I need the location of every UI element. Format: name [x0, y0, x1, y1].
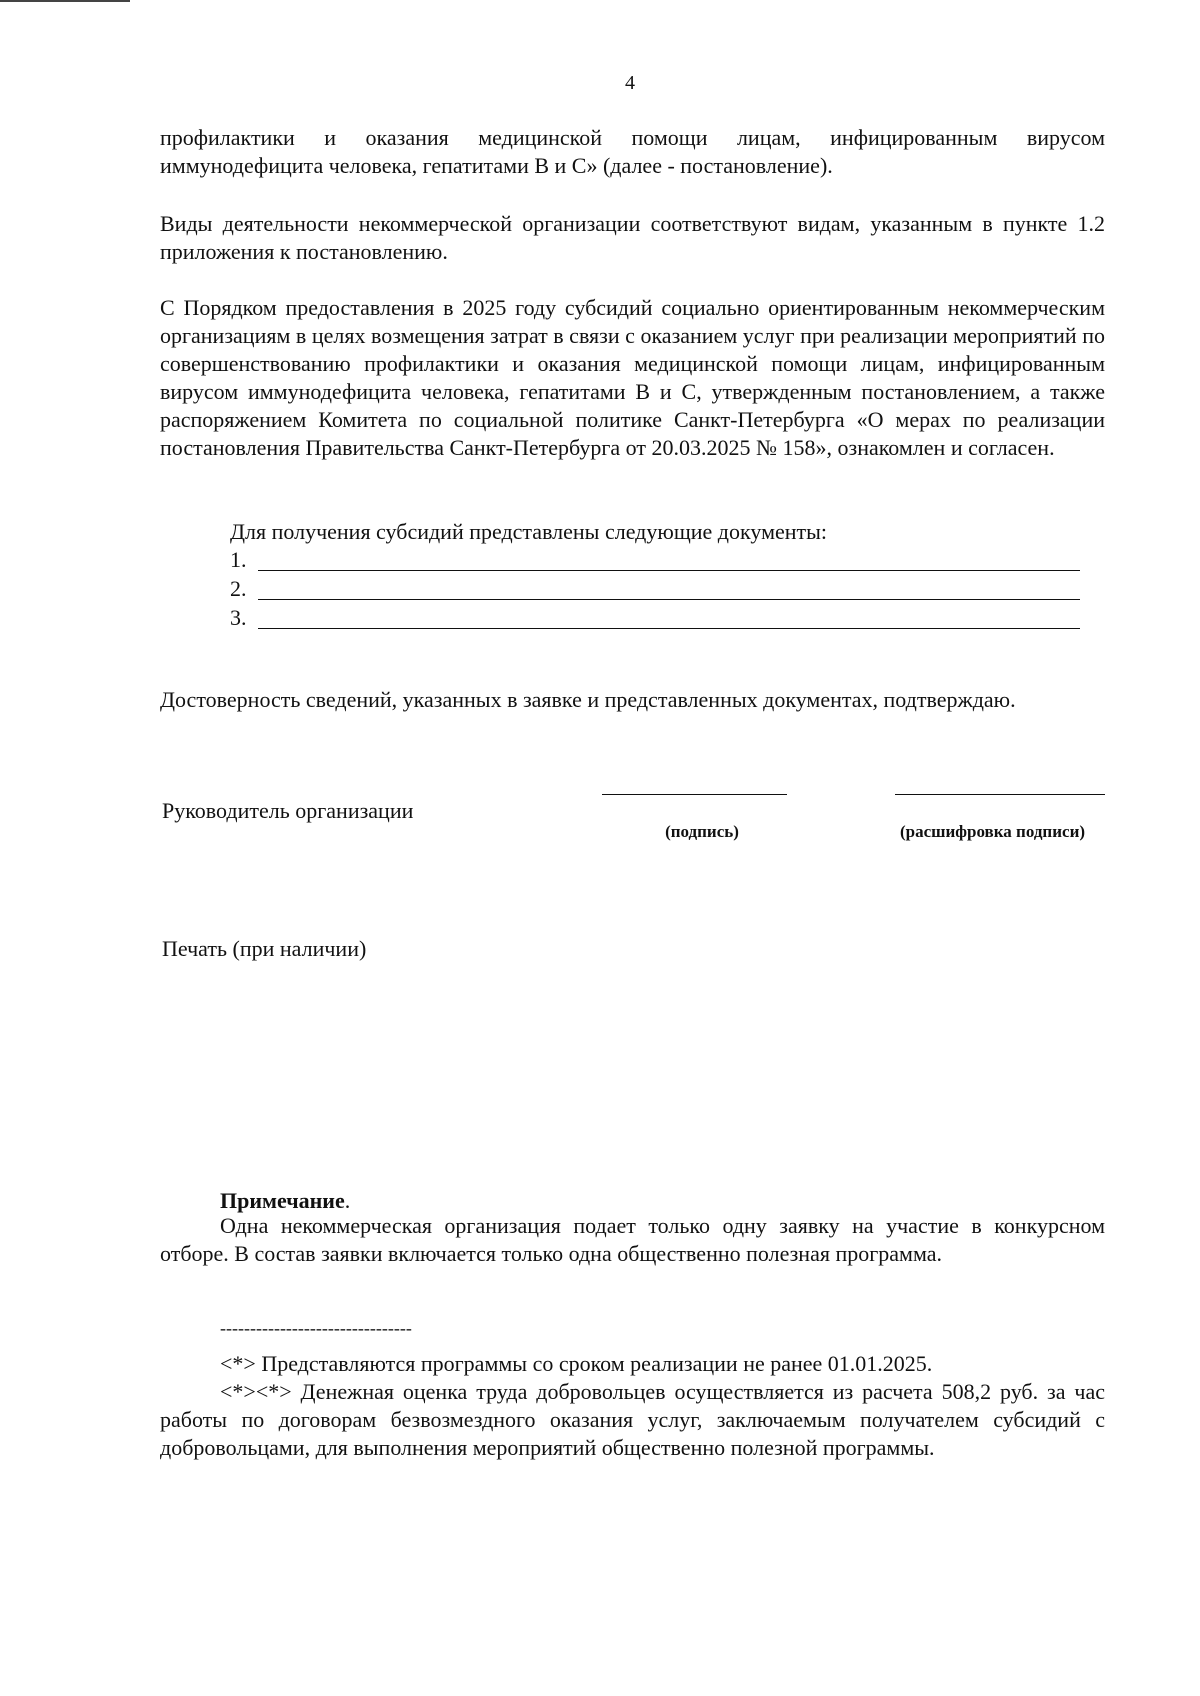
note-title [220, 1188, 350, 1214]
paragraph-decree-reference: профилактики и оказания медицинской помощи лицам, инфицированным вирусом иммунодефицита человека, гепатитами B и C» (далее - постановление). [160, 125, 1105, 178]
document-entry-2[interactable] [230, 575, 1080, 603]
note-title-text: Примечание [220, 1188, 345, 1213]
document-entry-number: 3. [230, 605, 247, 630]
note-text: Одна некоммерческая организация подает только одну заявку на участие в конкурсном отборе. В состав заявки включается только одна общественно полезная программа. [160, 1213, 1105, 1266]
blank-line [258, 628, 1080, 629]
footnote-separator: -------------------------------- [220, 1318, 412, 1338]
note-title-dot: . [344, 1188, 351, 1213]
paragraph-procedure-agreement: С Порядком предоставления в 2025 году субсидий социально ориентированным некоммерческим организациям в целях возмещения затрат в связи с оказанием услуг при реализации мероприятий по совершенствованию профилактики и оказания медицинской помощи лицам, инфицированным вирусом иммунодефицита человека, гепатитами B и C, утвержденным постановлением, а также распоряжением Комитета по социальной политике Санкт-Петербурга «О мерах по реализации постановления Правительства Санкт-Петербурга от 20.03.2025 № 158», ознакомлен и согласен. [160, 295, 1105, 460]
scan-edge-mark [0, 0, 130, 2]
document-entry-1[interactable] [230, 546, 1080, 574]
page-number: 4 [625, 72, 635, 94]
document-entry-number: 2. [230, 576, 247, 601]
paragraph-confirmation: Достоверность сведений, указанных в заявке и представленных документах, подтверждаю. [160, 687, 1016, 712]
blank-line [258, 570, 1080, 571]
footnote-2: <*><*> Денежная оценка труда добровольцев осуществляется из расчета 508,2 руб. за час работы по договорам безвозмездного оказания услуг, заключаемым получателем субсидий с добровольцами, для выполнения мероприятий общественно полезной программы. [160, 1379, 1105, 1460]
head-of-organization-label: Руководитель организации [162, 798, 414, 823]
document-entry-number: 1. [230, 547, 247, 572]
footnote-1: <*> Представляются программы со сроком реализации не ранее 01.01.2025. [220, 1351, 933, 1376]
seal-label: Печать (при наличии) [162, 936, 367, 961]
signature-caption: (подпись) [665, 822, 739, 841]
blank-line [258, 599, 1080, 600]
paragraph-activity-types: Виды деятельности некоммерческой организации соответствуют видам, указанным в пункте 1.2 приложения к постановлению. [160, 211, 1105, 264]
signature-line[interactable] [602, 794, 787, 795]
documents-intro: Для получения субсидий представлены следующие документы: [230, 519, 828, 544]
signature-decoding-line[interactable] [895, 794, 1105, 795]
document-entry-3[interactable] [230, 604, 1080, 632]
signature-decoding-caption: (расшифровка подписи) [899, 822, 1086, 841]
